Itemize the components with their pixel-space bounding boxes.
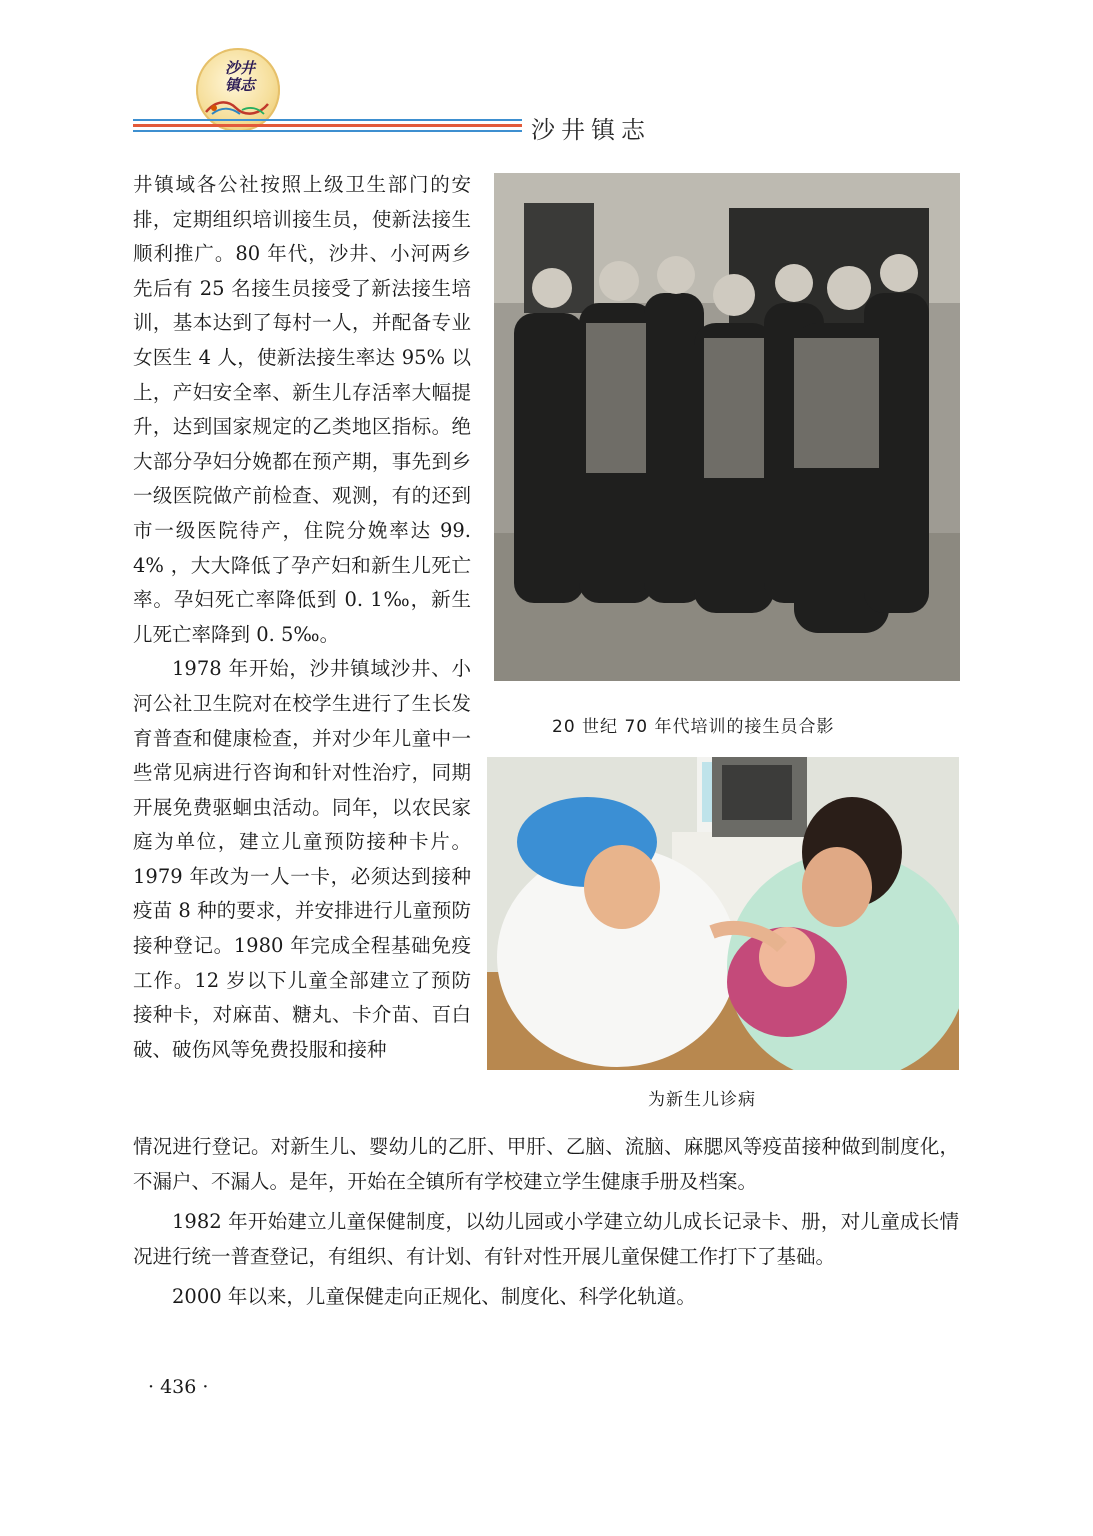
seal-line-1: 沙井 xyxy=(224,59,255,77)
paragraph: 2000 年以来，儿童保健走向正规化、制度化、科学化轨道。 xyxy=(172,1285,696,1309)
left-column-text xyxy=(133,168,471,1067)
paragraph: 1978 年开始，沙井镇域沙井、小河公社卫生院对在校学生进行了生长发育普查和健康检查，并对少年儿童中一些常见病进行咨询和针对性治疗，同期开展免费驱蛔虫活动。同年，以农民家庭为单位，建立儿童预防接种卡片。1979 年改为一人一卡，必须达到接种疫苗 8 种的要求，并安排进行儿童预防接种登记。1980 年完成全程基础免疫工作。12 岁以下儿童全部建立了预防接种卡，对麻苗、糖丸、卡介苗、百白破、破伤风等免费投服和接种 xyxy=(133,657,471,1061)
running-head: 沙井镇志 xyxy=(531,116,651,144)
phoenix-icon xyxy=(202,94,272,120)
seal-text xyxy=(214,60,266,94)
seal-line-2: 镇志 xyxy=(224,76,255,94)
photo-caption: 20 世纪 70 年代培训的接生员合影 xyxy=(552,717,835,737)
header-rule-blue-top xyxy=(133,119,522,121)
page-number: · 436 · xyxy=(148,1376,209,1398)
paragraph: 井镇域各公社按照上级卫生部门的安排，定期组织培训接生员，使新法接生顺利推广。80 年代，沙井、小河两乡先后有 25 名接生员接受了新法接生培训，基本达到了每村一人，并配备专业女医生 4 人，使新法接生率达 95% 以上，产妇安全率、新生儿存活率大幅提升，达到国家规定的乙类地区指标。绝大部分孕妇分娩都在预产期，事先到乡一级医院做产前检查、观测，有的还到市一级医院待产，住院分娩率达 99. 4% ，大大降低了孕产妇和新生儿死亡率。孕妇死亡率降低到 0. 1‰，新生儿死亡率降到 0. 5‰。 xyxy=(133,173,471,646)
photo-newborn-checkup xyxy=(487,757,959,1070)
full-width-text xyxy=(133,1130,959,1315)
header-rule-red xyxy=(133,124,522,127)
photo-midwives-group xyxy=(494,173,960,681)
photo-caption: 为新生儿诊病 xyxy=(648,1090,756,1110)
header-rule-blue-bottom xyxy=(133,130,522,132)
paragraph: 1982 年开始建立儿童保健制度，以幼儿园或小学建立幼儿成长记录卡、册，对儿童成长情况进行统一普查登记，有组织、有计划、有针对性开展儿童保健工作打下了基础。 xyxy=(133,1210,959,1268)
paragraph: 情况进行登记。对新生儿、婴幼儿的乙肝、甲肝、乙脑、流脑、麻腮风等疫苗接种做到制度化，不漏户、不漏人。是年，开始在全镇所有学校建立学生健康手册及档案。 xyxy=(133,1135,959,1193)
